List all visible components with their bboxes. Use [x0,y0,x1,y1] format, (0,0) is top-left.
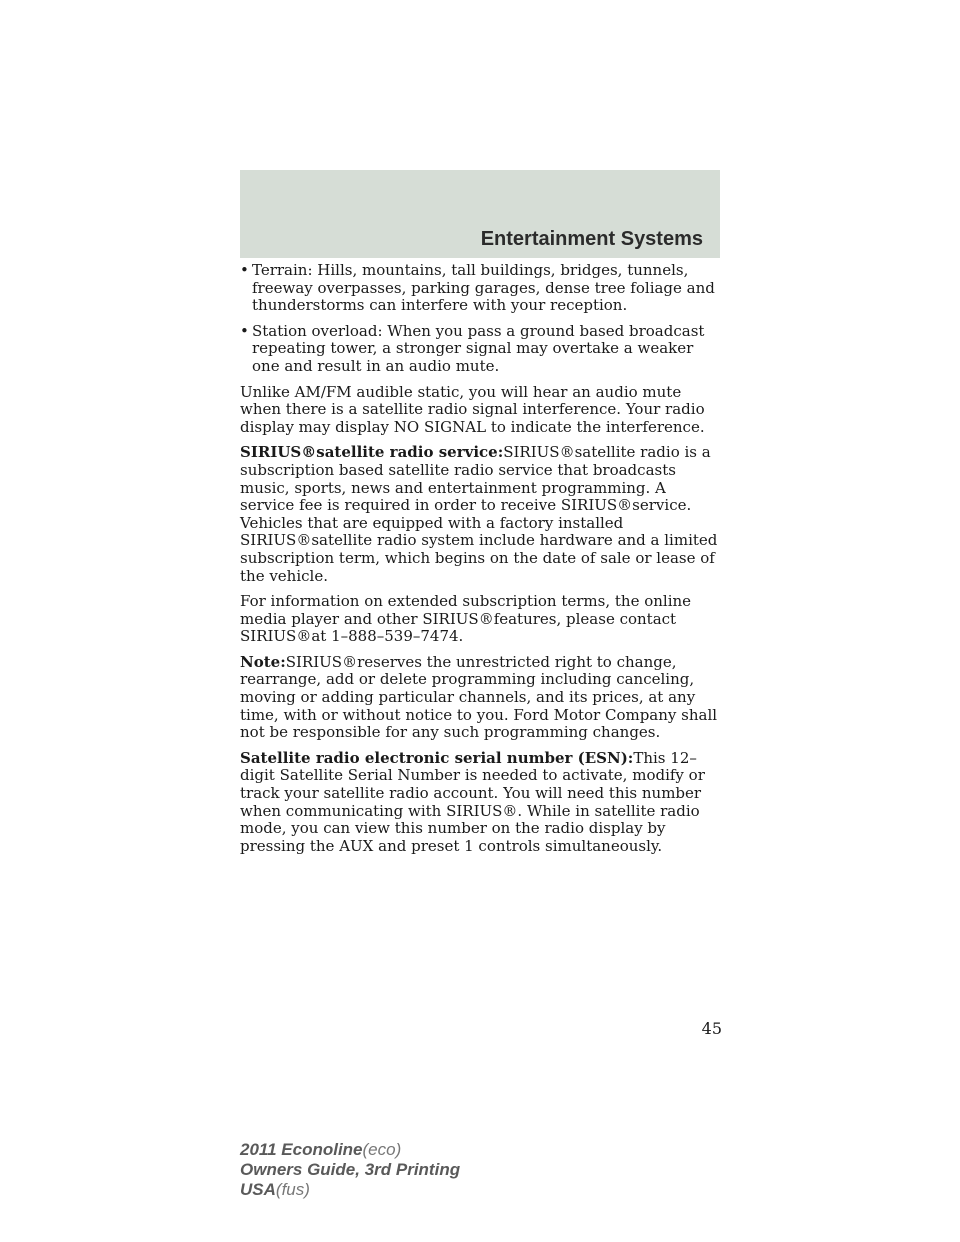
page-content [240,262,722,863]
section-header-band [240,170,720,258]
page-number: 45 [701,1019,722,1038]
esn-text: This 12–digit Satellite Serial Number is needed to activate, modify or track your satellite radio account. You will need this number when communicating with SIRIUS®. While in satellite radio mode, you can view this number on the radio display by pressing the AUX and preset 1 controls simultaneously. [240,748,705,855]
footer-market-code: (fus) [275,1180,310,1199]
footer-line-market [240,1180,460,1200]
section-title: Entertainment Systems [480,228,703,250]
paragraph-sirius-service [240,444,722,585]
paragraph-info: For information on extended subscription terms, the online media player and other SIRIUS®features, please contact SIRIUS®at 1–888–539–7474. [240,592,692,646]
sirius-service-heading: SIRIUS®satellite radio service: [240,443,504,462]
note-heading: Note: [240,652,286,671]
paragraph-note [240,654,722,742]
footer-market: USA [240,1180,276,1199]
bullet-station-overload [240,323,722,376]
sirius-service-text: SIRIUS®satellite radio is a subscription based satellite radio service that broadcasts music, sports, news and entertainment programming. A service fee is required in order to receive SIRIUS®service. Vehicles that are equipped with a factory installed SIRIUS®satellite radio system include hardware and a limited subscription term, which begins on the date of sale or lease of the vehicle. [240,443,718,585]
bullet-terrain [240,262,722,315]
footer [240,1140,460,1200]
bullet-marker: • [240,321,249,340]
paragraph-audio-mute: Unlike AM/FM audible static, you will hear an audio mute when there is a satellite radio signal interference. Your radio display may display NO SIGNAL to indicate the interference. [240,382,705,436]
note-text: SIRIUS®reserves the unrestricted right to change, rearrange, add or delete programming including canceling, moving or adding particular channels, and its prices, at any time, with or without notice to you. Ford Motor Company shall not be responsible for any such programming changes. [240,652,718,742]
paragraph-esn [240,750,722,856]
bullet-text: Station overload: When you pass a ground based broadcast repeating tower, a stronger signal may overtake a weaker one and result in an audio mute. [252,321,705,375]
footer-model-code: (eco) [362,1140,402,1159]
bullet-marker: • [240,261,249,279]
esn-heading: Satellite radio electronic serial number (ESN): [240,748,634,767]
bullet-text: Terrain: Hills, mountains, tall buildings, bridges, tunnels, freeway overpasses, parking garages, dense tree foliage and thunderstorms can interfere with your reception. [252,261,715,315]
footer-model: 2011 Econoline [240,1140,363,1159]
footer-line-model [240,1140,460,1160]
footer-line-guide: Owners Guide, 3rd Printing [240,1160,461,1179]
